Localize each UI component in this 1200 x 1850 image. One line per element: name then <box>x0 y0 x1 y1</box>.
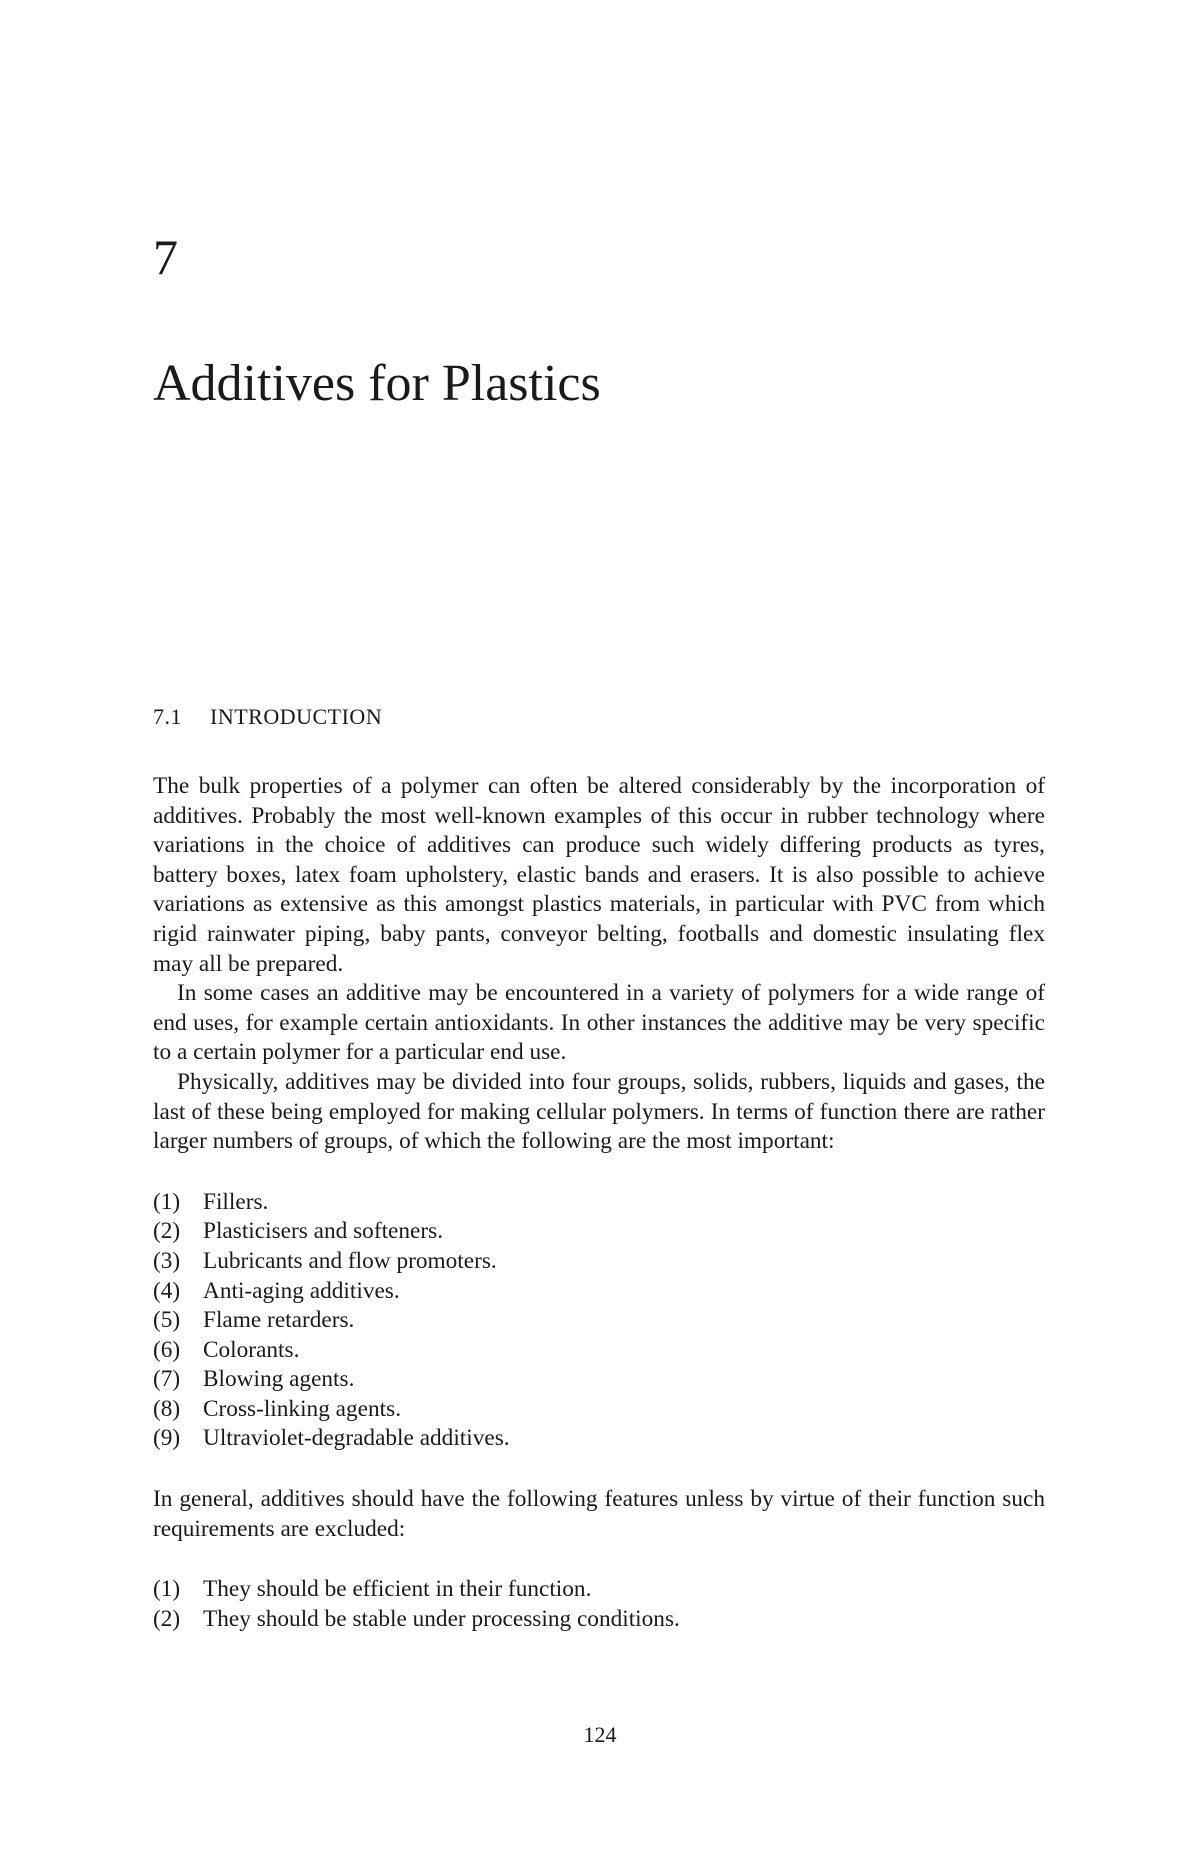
list-item <box>153 1277 1045 1307</box>
list-item-number: (1) <box>153 1576 181 1603</box>
list-item-text: Cross-linking agents. <box>203 1395 402 1422</box>
list-item <box>153 1575 1045 1605</box>
list-item-number: (7) <box>153 1366 181 1393</box>
function-list <box>153 1188 1045 1454</box>
list-item-number: (5) <box>153 1307 181 1334</box>
list-item-text: They should be efficient in their function. <box>203 1576 592 1603</box>
paragraph: In some cases an additive may be encountered in a variety of polymers for a wide range of end uses, for example certain antioxidants. In other instances the additive may be very specific to a certain polymer for a particular end use. <box>153 980 1045 1066</box>
list-item <box>153 1424 1045 1454</box>
list-item <box>153 1247 1045 1277</box>
list-item <box>153 1365 1045 1395</box>
list-item-number: (2) <box>153 1218 181 1245</box>
list-item-text: Fillers. <box>203 1188 269 1215</box>
list-item-text: They should be stable under processing conditions. <box>203 1605 680 1632</box>
list-item-text: Colorants. <box>203 1336 300 1363</box>
list-item-number: (9) <box>153 1425 181 1452</box>
list-item-text: Anti-aging additives. <box>203 1277 400 1304</box>
list-item-text: Flame retarders. <box>203 1307 355 1334</box>
list-item <box>153 1605 1045 1635</box>
paragraph: The bulk properties of a polymer can often be altered considerably by the incorporation of additives. Probably the most well-known examples of this occur in rubber technology where variations in the choice of additives can produce such widely differing products as tyres, battery boxes, latex foam upholstery, elastic bands and erasers. It is also possible to achieve variations as extensive as this amongst plastics materials, in particular with PVC from which rigid rainwater piping, baby pants, conveyor belting, footballs and domestic insulating flex may all be prepared. <box>153 773 1045 977</box>
chapter-title: Additives for Plastics <box>153 355 601 412</box>
list-item <box>153 1395 1045 1425</box>
list-item-number: (6) <box>153 1336 181 1363</box>
list-item-text: Plasticisers and softeners. <box>203 1218 444 1245</box>
feature-list <box>153 1575 1045 1634</box>
list-item-text: Blowing agents. <box>203 1366 355 1393</box>
section-title: INTRODUCTION <box>210 704 383 729</box>
list-item-number: (2) <box>153 1605 181 1632</box>
list-item <box>153 1217 1045 1247</box>
list-item-number: (8) <box>153 1395 181 1422</box>
list-item-number: (1) <box>153 1188 181 1215</box>
page-number: 124 <box>583 1722 617 1747</box>
paragraph: In general, additives should have the following features unless by virtue of their function such requirements are excluded: <box>153 1486 1045 1542</box>
list-item-text: Ultraviolet-degradable additives. <box>203 1425 510 1452</box>
list-item-number: (3) <box>153 1247 181 1274</box>
list-item-number: (4) <box>153 1277 181 1304</box>
paragraph: Physically, additives may be divided into four groups, solids, rubbers, liquids and gases, the last of these being employed for making cellular polymers. In terms of function there are rather larger numbers of groups, of which the following are the most important: <box>153 1068 1045 1155</box>
list-item <box>153 1306 1045 1336</box>
chapter-number: 7 <box>153 229 178 285</box>
section-heading <box>153 706 382 728</box>
list-item <box>153 1336 1045 1366</box>
section-number: 7.1 <box>153 704 182 729</box>
list-item-text: Lubricants and flow promoters. <box>203 1247 497 1274</box>
list-item <box>153 1188 1045 1218</box>
body-text <box>153 772 1045 1634</box>
